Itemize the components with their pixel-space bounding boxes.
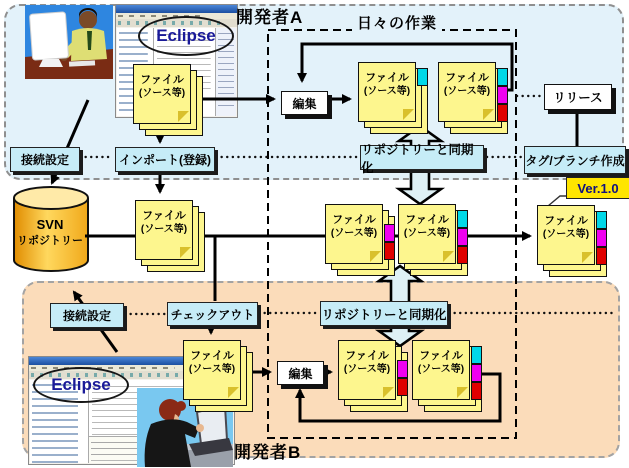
- file-stack-label: ファイル (ソース等): [542, 215, 590, 240]
- file-sheet: [183, 340, 241, 400]
- folded-corner: [383, 387, 394, 398]
- folded-corner: [483, 109, 494, 120]
- cyan-change-tab: [471, 346, 482, 364]
- file-stack-daily-1: [358, 62, 428, 134]
- tag-branch-box: タグ/ブランチ作成: [524, 146, 626, 174]
- svn-repository-label: [13, 217, 87, 248]
- sync-repository-a-box: リポジトリーと同期化: [360, 145, 484, 170]
- file-stack-repo-2: [398, 204, 468, 276]
- folded-corner: [443, 251, 454, 262]
- file-stack-daily-2: [438, 62, 508, 134]
- daily-work-label: 日々の作業: [352, 12, 442, 33]
- red-change-tab: [397, 378, 408, 396]
- file-stack-label: ファイル (ソース等): [343, 350, 391, 375]
- magenta-change-tab: [397, 360, 408, 378]
- red-change-tab: [596, 247, 607, 265]
- svn-name: SVN: [36, 217, 64, 232]
- red-change-tab: [384, 242, 395, 260]
- red-change-tab: [471, 382, 482, 400]
- file-stack-label: ファイル (ソース等): [188, 350, 236, 375]
- edit-b-box: 編集: [277, 361, 324, 385]
- file-sheet: [338, 340, 396, 400]
- svn-sub: リポジトリー: [17, 234, 83, 247]
- developer-a-label: 開発者A: [236, 8, 304, 27]
- magenta-change-tab: [497, 86, 508, 104]
- folded-corner: [370, 251, 381, 262]
- file-stack-repo-1: [325, 204, 395, 276]
- file-sheet: [398, 204, 456, 264]
- file-stack-label: ファイル (ソース等): [443, 72, 491, 97]
- folded-corner: [228, 387, 239, 398]
- file-stack-release: [537, 205, 607, 277]
- folded-corner: [178, 111, 189, 122]
- magenta-change-tab: [471, 364, 482, 382]
- checkout-box: チェックアウト: [167, 302, 258, 326]
- folded-corner: [180, 247, 191, 258]
- file-stack-checkout: [183, 340, 253, 412]
- file-sheet: [358, 62, 416, 122]
- eclipse-label-a: Eclipse: [138, 16, 234, 56]
- import-register-box: インポート(登録): [115, 147, 215, 172]
- magenta-change-tab: [457, 228, 468, 246]
- connect-settings-a-box: 接続設定: [10, 147, 80, 172]
- edit-a-box: 編集: [281, 91, 328, 115]
- folded-corner: [403, 109, 414, 120]
- eclipse-label-b: Eclipse: [33, 367, 129, 403]
- release-box: リリース: [544, 84, 612, 110]
- sync-repository-b-box: リポジトリーと同期化: [320, 301, 448, 326]
- file-sheet: [438, 62, 496, 122]
- cyan-change-tab: [497, 68, 508, 86]
- cyan-change-tab: [457, 210, 468, 228]
- file-sheet: [537, 205, 595, 265]
- file-stack-eclipse-a: [133, 64, 203, 136]
- file-stack-label: ファイル (ソース等): [140, 210, 188, 235]
- file-stack-b-1: [338, 340, 408, 412]
- file-stack-label: ファイル (ソース等): [363, 72, 411, 97]
- folded-corner: [582, 252, 593, 263]
- file-sheet: [325, 204, 383, 264]
- connect-settings-b-box: 接続設定: [50, 303, 124, 328]
- file-stack-b-2: [412, 340, 482, 412]
- file-stack-label: ファイル (ソース等): [138, 74, 186, 99]
- file-stack-label: ファイル (ソース等): [417, 350, 465, 375]
- file-sheet: [412, 340, 470, 400]
- red-change-tab: [497, 104, 508, 122]
- developer-b-label: 開発者B: [234, 443, 302, 462]
- file-sheet: [133, 64, 191, 124]
- magenta-change-tab: [384, 224, 395, 242]
- magenta-change-tab: [596, 229, 607, 247]
- file-stack-label: ファイル (ソース等): [330, 214, 378, 239]
- cyan-change-tab: [596, 211, 607, 229]
- cyan-change-tab: [417, 68, 428, 86]
- folded-corner: [457, 387, 468, 398]
- file-sheet: [135, 200, 193, 260]
- file-stack-repo-left: [135, 200, 205, 272]
- file-stack-label: ファイル (ソース等): [403, 214, 451, 239]
- red-change-tab: [457, 246, 468, 264]
- version-badge: Ver.1.0: [566, 177, 629, 199]
